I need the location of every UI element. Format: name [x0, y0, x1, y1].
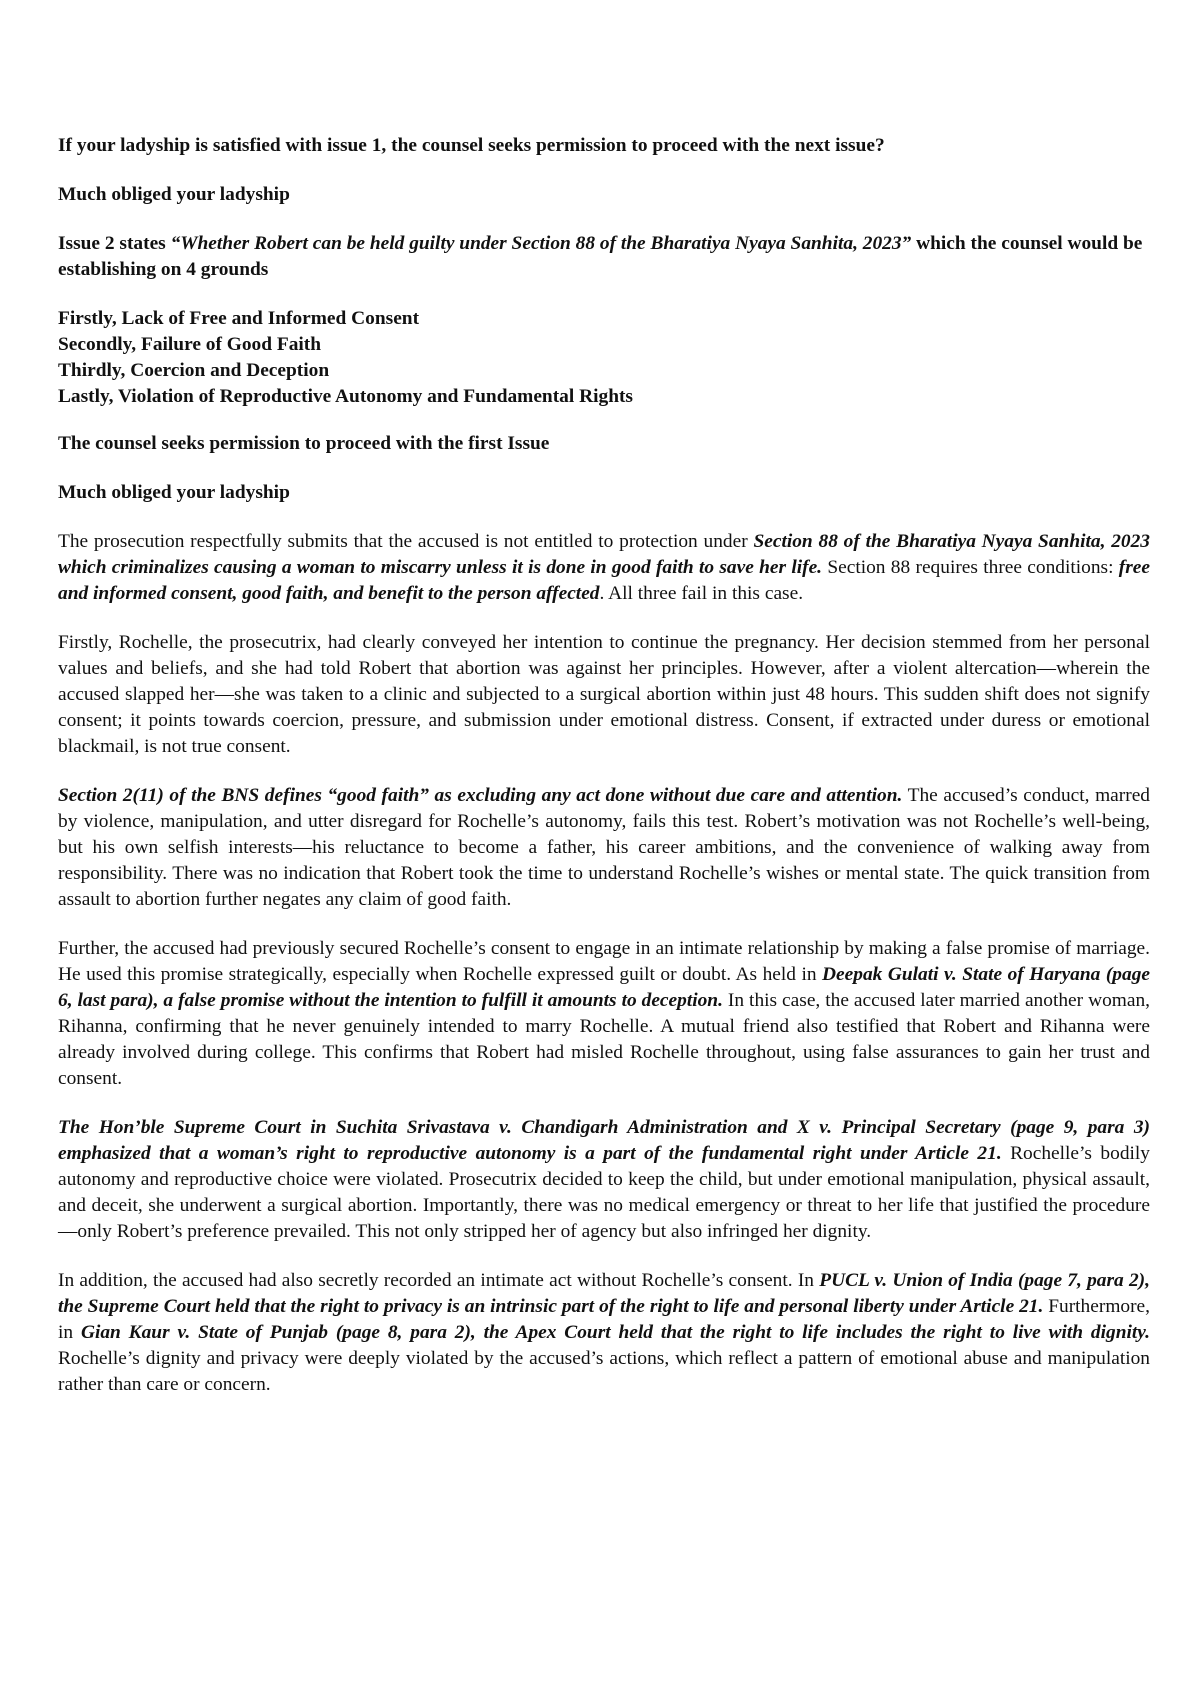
ground-3: Thirdly, Coercion and Deception — [58, 360, 330, 381]
paragraph-privacy-dignity — [58, 1268, 1150, 1398]
para6-text-3: Rochelle’s dignity and privacy were deeply violated by the accused’s actions, which reflect a pattern of emotional abuse and manipulation rather than care or concern. — [58, 1348, 1150, 1395]
para5-emphasis-1: The Hon’ble Supreme Court in Suchita Srivastava v. Chandigarh Administration and X v. Principal Secretary (page 9, para 3) emphasized that a woman’s right to reproductive autonomy is a part of the fundamental right under Article 21. — [58, 1117, 1150, 1164]
intro-question: If your ladyship is satisfied with issue 1, the counsel seeks permission to proceed with the next issue? — [58, 135, 885, 156]
para4-text-1: Further, the accused had previously secured Rochelle’s consent to engage in an intimate relationship by making a false promise of marriage. He used this promise strategically, especially when Rochelle expressed guilt or doubt. As held in — [58, 938, 1150, 985]
grounds-list — [58, 306, 1150, 410]
document-page — [58, 133, 1150, 1421]
para1-text-1: The prosecution respectfully submits that the accused is not entitled to protection under — [58, 531, 754, 552]
para4-emphasis-1: Deepak Gulati v. State of Haryana (page 6, last para), a false promise without the intention to fulfill it amounts to deception. — [58, 964, 1150, 1011]
issue-2-statement — [58, 231, 1150, 283]
intro-obliged: Much obliged your ladyship — [58, 184, 290, 205]
para1-emphasis-1: Section 88 of the Bharatiya Nyaya Sanhita, 2023 which criminalizes causing a woman to miscarry unless it is done in good faith to save her life. — [58, 531, 1150, 578]
issue-2-quote: “Whether Robert can be held guilty under Section 88 of the Bharatiya Nyaya Sanhita, 2023” — [170, 233, 912, 254]
para1-text-3: . All three fail in this case. — [599, 583, 804, 604]
issue-2-prefix: Issue 2 states — [58, 233, 171, 254]
para6-text-1: In addition, the accused had also secretly recorded an intimate act without Rochelle’s consent. In — [58, 1270, 820, 1291]
para2-text-1: Firstly, Rochelle, the prosecutrix, had clearly conveyed her intention to continue the pregnancy. Her decision stemmed from her personal values and beliefs, and she had told Robert that abortion was against her principles. However, after a violent altercation—wherein the accused slapped her—she was taken to a clinic and subjected to a surgical abortion within just 48 hours. This sudden shift does not signify consent; it points towards coercion, pressure, and submission under emotional distress. Consent, if extracted under duress or emotional blackmail, is not true consent. — [58, 632, 1150, 757]
obliged-line: Much obliged your ladyship — [58, 482, 290, 503]
permission-request: The counsel seeks permission to proceed with the first Issue — [58, 433, 550, 454]
para6-emphasis-2: Gian Kaur v. State of Punjab (page 8, para 2), the Apex Court held that the right to life includes the right to live with dignity. — [80, 1322, 1151, 1343]
paragraph-reproductive-autonomy — [58, 1115, 1150, 1245]
para3-text-1: The accused’s conduct, marred by violence, manipulation, and utter disregard for Rochelle’s autonomy, fails this test. Robert’s motivation was not Rochelle’s well-being, but his own selfish interests—his reluctance to become a father, his career ambitions, and the convenience of walking away from responsibility. There was no indication that Robert took the time to understand Rochelle’s wishes or mental state. The quick transition from assault to abortion further negates any claim of good faith. — [58, 785, 1150, 910]
paragraph-consent — [58, 630, 1150, 760]
para4-text-2: In this case, the accused later married another woman, Rihanna, confirming that he never genuinely intended to marry Rochelle. A mutual friend also testified that Robert and Rihanna were already involved during college. This confirms that Robert had misled Rochelle throughout, using false assurances to gain her trust and consent. — [58, 990, 1150, 1089]
para3-emphasis-1: Section 2(11) of the BNS defines “good faith” as excluding any act done without due care and attention. — [58, 785, 903, 806]
para1-text-2: Section 88 requires three conditions: — [822, 557, 1119, 578]
paragraph-good-faith — [58, 783, 1150, 913]
para6-text-2: Furthermore, in — [58, 1296, 1151, 1343]
ground-2: Secondly, Failure of Good Faith — [58, 334, 322, 355]
para6-emphasis-1: PUCL v. Union of India (page 7, para 2), the Supreme Court held that the right to privacy is an intrinsic part of the right to life and personal liberty under Article 21. — [58, 1270, 1150, 1317]
para1-emphasis-2: free and informed consent, good faith, and benefit to the person affected — [58, 557, 1150, 604]
issue-2-suffix: which the counsel would be establishing on 4 grounds — [58, 233, 1143, 280]
para5-text-1: Rochelle’s bodily autonomy and reproductive choice were violated. Prosecutrix decided to keep the child, but under emotional manipulation, physical assault, and deceit, she underwent a surgical abortion. Importantly, there was no medical emergency or threat to her life that justified the procedure—only Robert’s preference prevailed. This not only stripped her of agency but also infringed her dignity. — [58, 1143, 1150, 1242]
ground-4: Lastly, Violation of Reproductive Autonomy and Fundamental Rights — [58, 386, 633, 407]
ground-1: Firstly, Lack of Free and Informed Consent — [58, 308, 420, 329]
paragraph-section-88 — [58, 529, 1150, 607]
paragraph-deception — [58, 936, 1150, 1092]
